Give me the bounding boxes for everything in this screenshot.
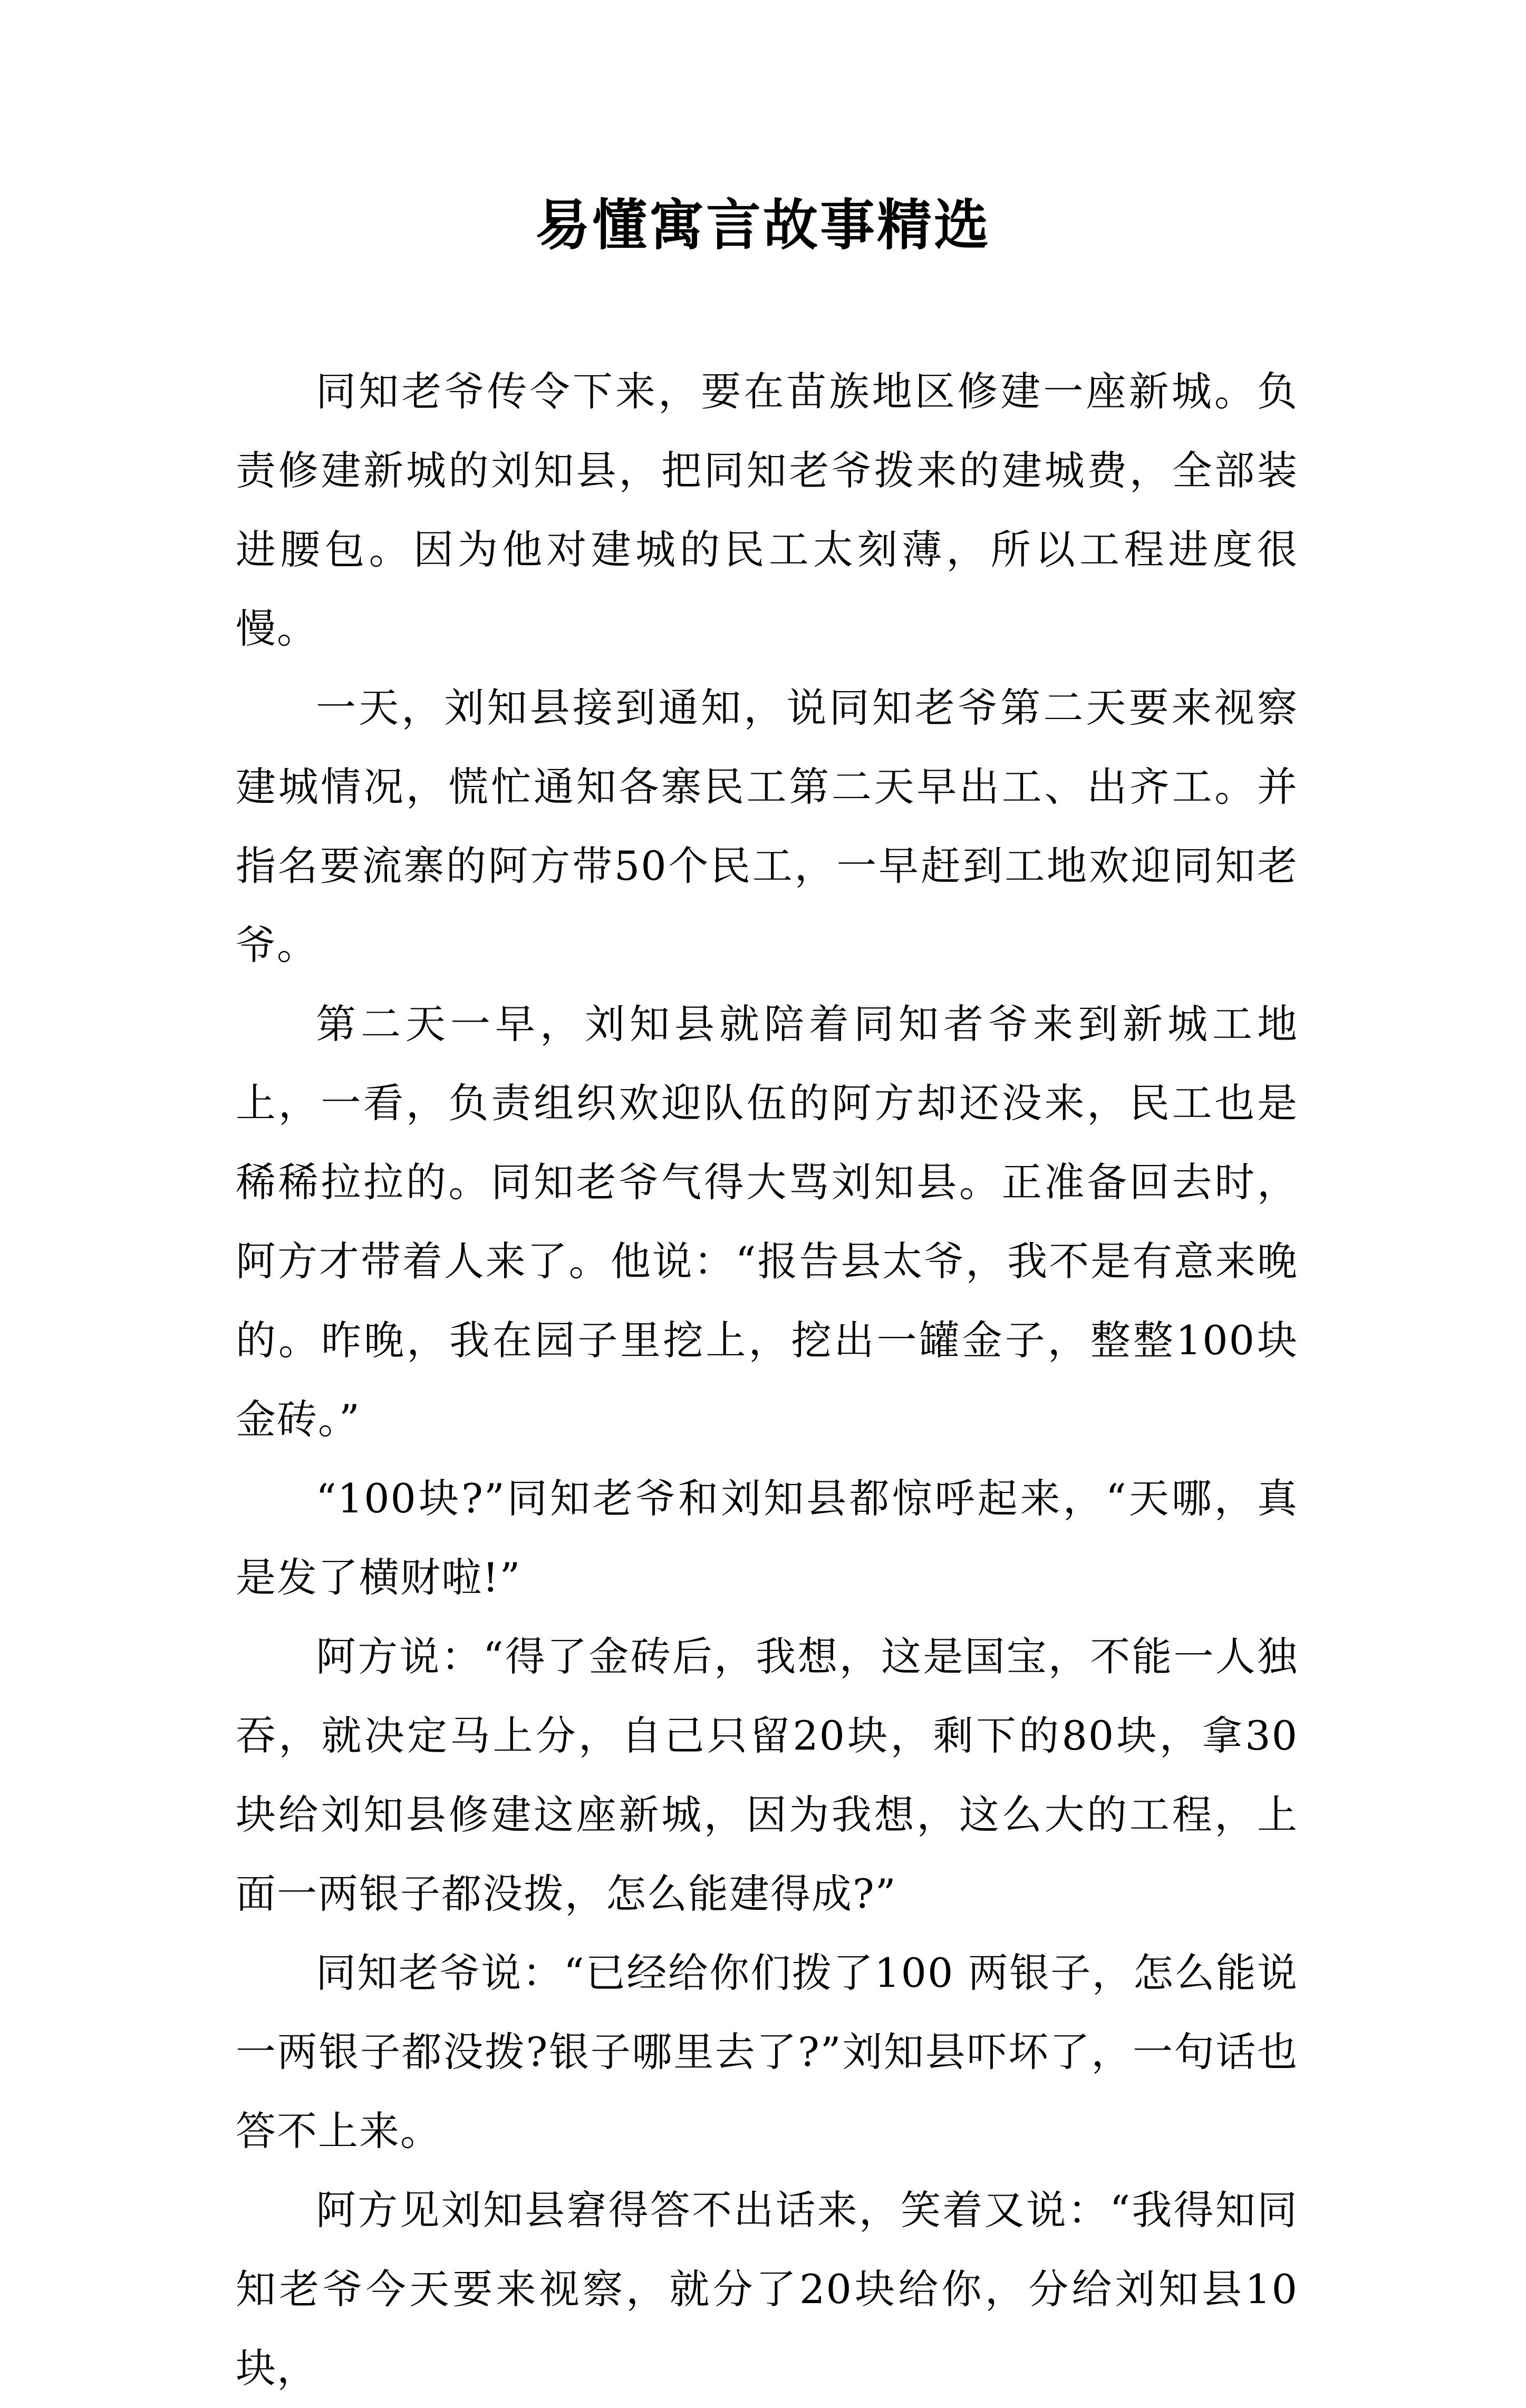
paragraph-4: “100块?”同知老爷和刘知县都惊呼起来，“天哪，真是发了横财啦!” xyxy=(236,1475,1298,1601)
paragraph-5: 阿方说：“得了金砖后，我想，这是国宝，不能一人独吞，就决定马上分，自己只留20块，剩下的80块，拿30块给刘知县修建这座新城，因为我想，这么大的工程，上面一两银子都没拨，怎么能建得成?” xyxy=(236,1633,1298,1917)
paragraph-1: 同知老爷传令下来，要在苗族地区修建一座新城。负责修建新城的刘知县，把同知老爷拨来的建城费，全部装进腰包。因为他对建城的民工太刻薄，所以工程进度很慢。 xyxy=(236,368,1298,652)
paragraph-7: 阿方见刘知县窘得答不出话来，笑着又说：“我得知同知老爷今天要来视察，就分了20块给你，分给刘知县10块， xyxy=(236,2187,1298,2392)
paragraph-6: 同知老爷说：“已经给你们拨了100 两银子，怎么能说一两银子都没拨?银子哪里去了?”刘知县吓坏了，一句话也答不上来。 xyxy=(236,1949,1298,2154)
paragraph-3: 第二天一早，刘知县就陪着同知者爷来到新城工地上，一看，负责组织欢迎队伍的阿方却还没来，民工也是稀稀拉拉的。同知老爷气得大骂刘知县。正准备回去时，阿方才带着人来了。他说：“报告县太爷，我不是有意来晚的。昨晚，我在园子里挖上，挖出一罐金子，整整100块金砖。” xyxy=(236,1001,1298,1443)
document-title: 易懂寓言故事精选 xyxy=(535,192,991,257)
paragraph-2: 一天，刘知县接到通知，说同知老爷第二天要来视察建城情况，慌忙通知各寨民工第二天早出工、出齐工。并指名要流寨的阿方带50个民工，一早赶到工地欢迎同知老爷。 xyxy=(236,684,1298,968)
document-body xyxy=(236,352,1298,2408)
